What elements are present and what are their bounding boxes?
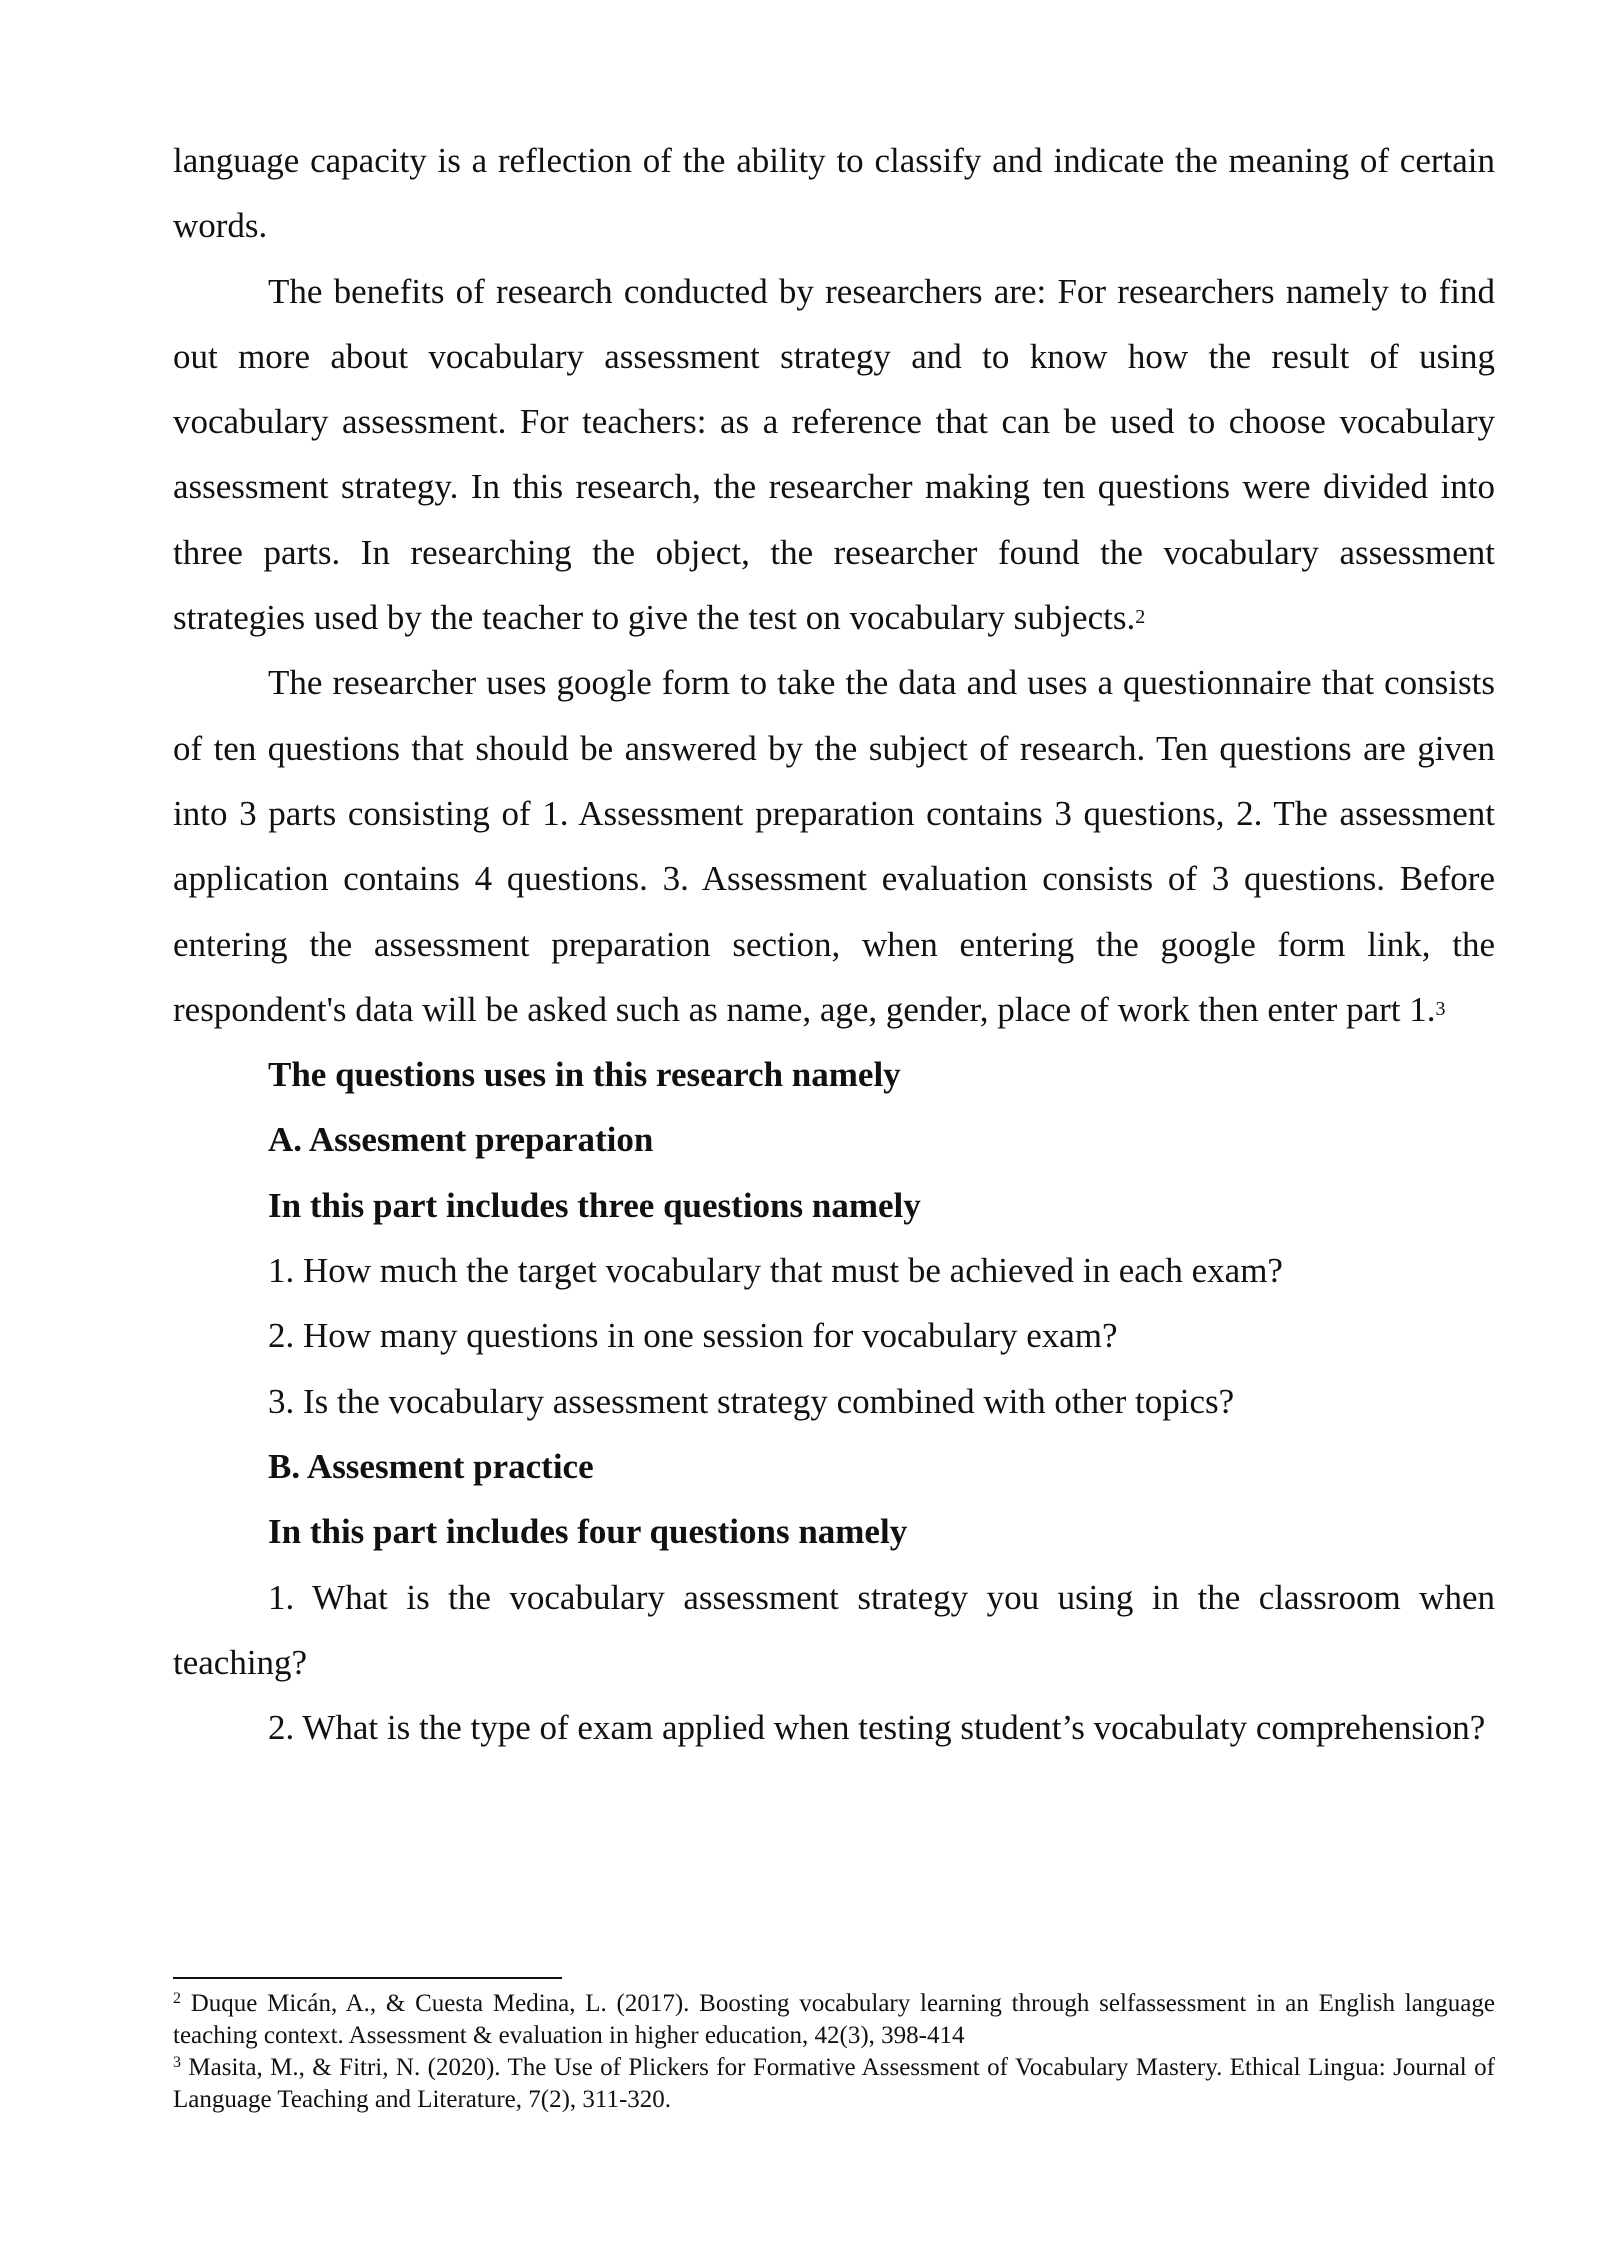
paragraph-method: The researcher uses google form to take the data and uses a questionnaire that consists of ten questions that should be answered by the subject of research. Ten questions are given into 3 parts consisting of 1. Assessment preparation contains 3 questions, 2. The assessment application contains 4 questions. 3. Assessment evaluation consists of 3 questions. Before entering the assessment preparation section, when entering the google form link, the respondent's data will be asked such as name, age, gender, place of work then enter part 1.$^3$	[173, 663, 1495, 1029]
document-body	[173, 128, 1495, 1760]
footnote-3: $^3$ Masita, M., & Fitri, N. (2020). The Use of Plickers for Formative Assessment of Vocabulary Mastery. Ethical Lingua: Journal of Language Teaching and Literature, 7(2), 311-320.	[173, 2054, 1495, 2113]
section-b-question-1: 1. What is the vocabulary assessment strategy you using in the classroom when teaching?	[173, 1577, 1495, 1682]
paragraph-benefits: The benefits of research conducted by researchers are: For researchers namely to find out more about vocabulary assessment strategy and to know how the result of using vocabulary assessment. For teachers: as a reference that can be used to choose vocabulary assessment strategy. In this research, the researcher making ten questions were divided into three parts. In researching the object, the researcher found the vocabulary assessment strategies used by the teacher to give the test on vocabulary subjects.$^2$	[173, 271, 1495, 638]
section-a-question-3: 3. Is the vocabulary assessment strategy combined with other topics?	[268, 1381, 1235, 1421]
section-b-question-2: 2. What is the type of exam applied when testing student’s vocabulaty comprehension?	[268, 1708, 1486, 1748]
section-b-title: B. Assesment practice	[268, 1446, 594, 1486]
footnote-ref-3: 3	[1435, 997, 1446, 1020]
paragraph-continuation: language capacity is a reflection of the ability to classify and indicate the meaning of certain words.	[173, 141, 1495, 246]
section-a-title: A. Assesment preparation	[268, 1120, 654, 1160]
footnote-2-number: 2	[173, 1990, 181, 2007]
section-b-intro: In this part includes four questions namely	[268, 1512, 908, 1552]
footnote-separator	[173, 1977, 562, 1979]
footnotes	[173, 1988, 1495, 2116]
footnote-2: $^2$ Duque Micán, A., & Cuesta Medina, L. (2017). Boosting vocabulary learning through selfassessment in an English language teaching context. Assessment & evaluation in higher education, 42(3), 398-414	[173, 1990, 1495, 2049]
section-a-question-1: 1. How much the target vocabulary that must be achieved in each exam?	[268, 1251, 1283, 1291]
footnote-ref-2: 2	[1135, 606, 1146, 629]
questions-heading: The questions uses in this research namely	[268, 1055, 901, 1095]
section-a-intro: In this part includes three questions namely	[268, 1185, 921, 1225]
footnote-3-number: 3	[173, 2054, 181, 2071]
section-a-question-2: 2. How many questions in one session for vocabulary exam?	[268, 1316, 1118, 1356]
